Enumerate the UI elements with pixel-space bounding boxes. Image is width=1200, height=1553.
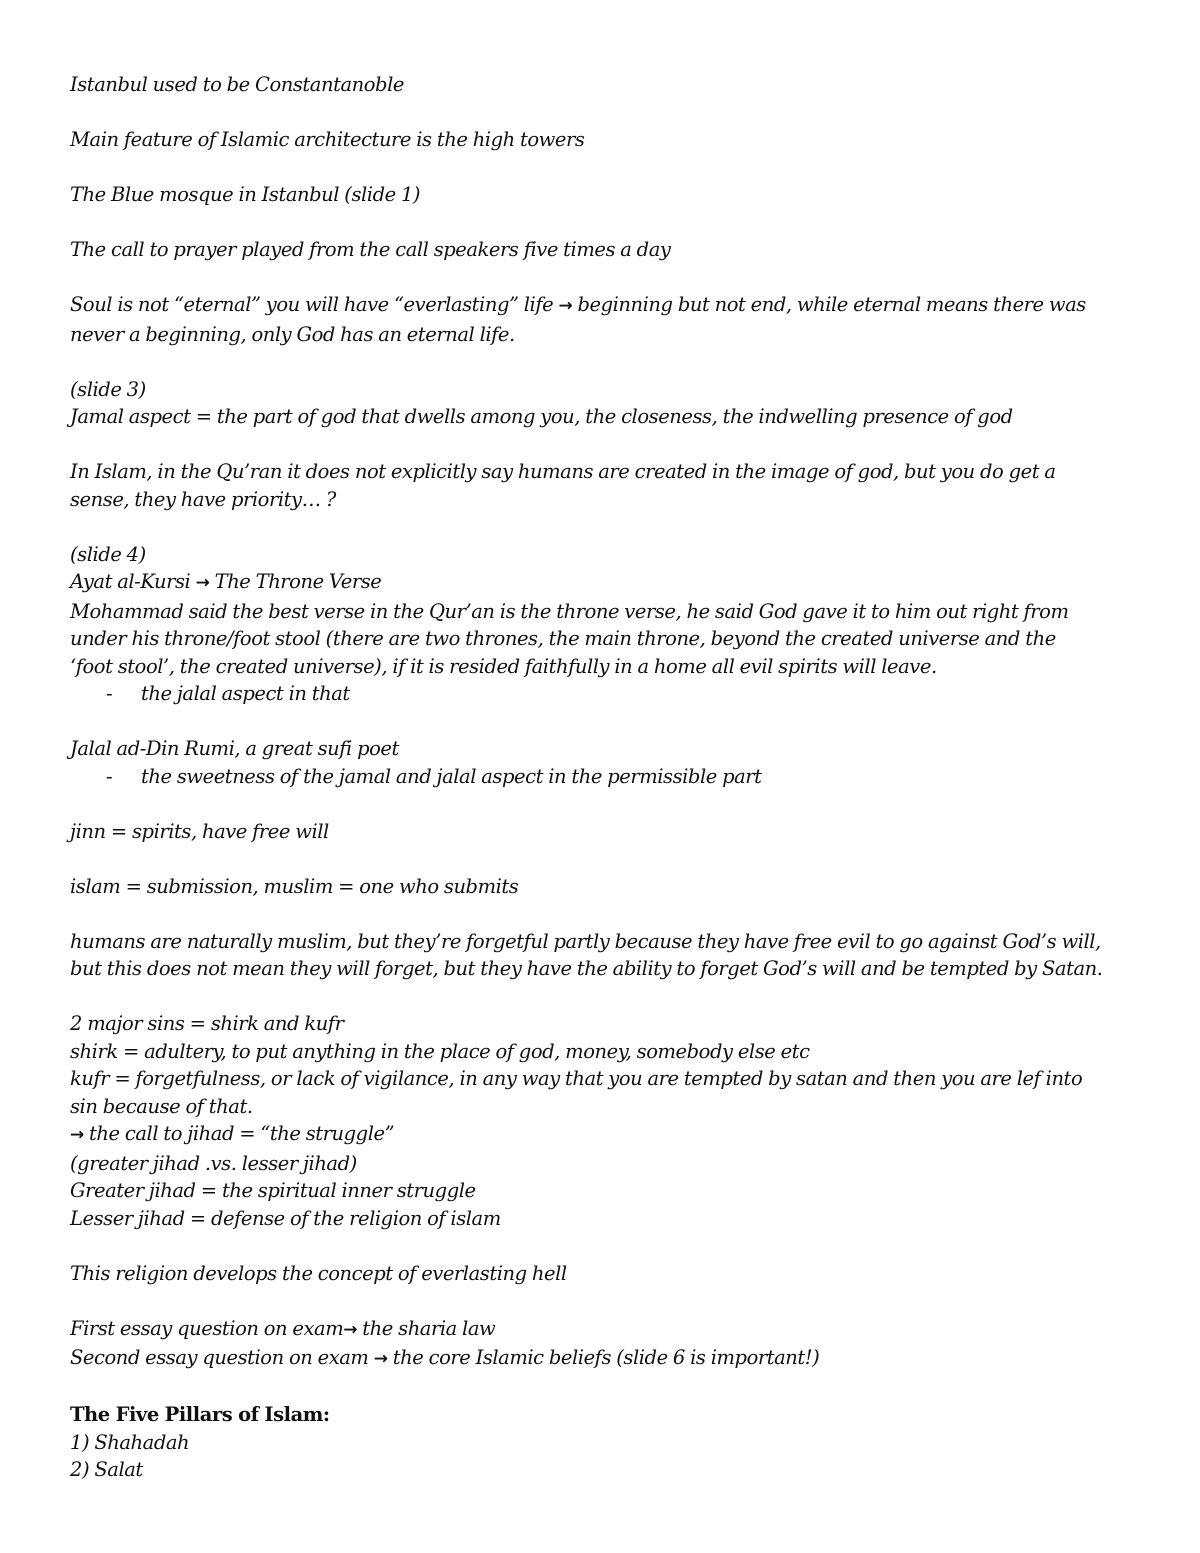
arrow-icon: → [373,1349,388,1369]
text-line: The Blue mosque in Istanbul (slide 1) [70,183,421,206]
text-segment: Ayat al-Kursi [70,570,191,593]
paragraph-blue-mosque [70,181,1145,209]
paragraph-essay-questions [70,1315,1145,1374]
bullet-item [70,680,1145,708]
bullet-text: the sweetness of the jamal and jalal aspect in the permissible part [141,764,762,788]
paragraph-islam-definition [70,873,1145,901]
text-line: shirk = adultery, to put anything in the place of god, money, somebody else etc [70,1039,810,1063]
arrow-icon: → [558,296,573,316]
text-segment: the sharia law [362,1316,496,1340]
list-item: 2) Salat [70,1458,143,1481]
text-line: never a beginning, only God has an eternal life. [70,322,515,346]
text-line: (greater jihad .vs. lesser jihad) [70,1151,357,1175]
dash-bullet-icon: - [106,764,113,788]
text-segment: The Throne Verse [214,570,382,593]
paragraph-humans [70,928,1145,983]
text-line: The call to prayer played from the call speakers five times a day [70,238,671,261]
dash-bullet-icon: - [106,682,113,705]
paragraph-jinn [70,818,1145,846]
text-segment: the call to jihad = “the struggle” [89,1122,395,1145]
text-line [70,568,1145,598]
paragraph-slide-4 [70,541,1145,708]
text-line: Mohammad said the best verse in the Qur’an is the throne verse, he said God gave it to him out right from [70,599,1069,623]
arrow-icon: → [343,1319,358,1340]
bullet-text: the jalal aspect in that [141,682,350,705]
text-segment: Second essay question on exam [70,1346,369,1369]
paragraph-architecture [70,126,1145,154]
text-line: (slide 3) [70,377,146,401]
arrow-icon: → [70,1125,84,1145]
paragraph-hell [70,1260,1145,1288]
text-line: but this does not mean they will forget, but they have the ability to forget God’s will and be tempted by Satan. [70,957,1103,980]
text-line: Jalal ad-Din Rumi, a great sufi poet [70,737,399,760]
paragraph-slide-3 [70,376,1145,431]
text-line: kufr = forgetfulness, or lack of vigilance, in any way that you are tempted by satan and then you are lef into [70,1067,1083,1090]
text-line: (slide 4) [70,542,146,566]
text-segment: the core Islamic beliefs (slide 6 is important!) [392,1346,820,1369]
text-line: Main feature of Islamic architecture is the high towers [70,128,585,151]
text-line: Lesser jihad = defense of the religion of islam [70,1206,501,1230]
paragraph-sins [70,1010,1145,1232]
paragraph-five-pillars [70,1401,1145,1484]
text-line: Istanbul used to be Constantanoble [70,73,404,96]
list-item: 1) Shahadah [70,1430,190,1454]
text-line: This religion develops the concept of everlasting hell [70,1261,567,1285]
paragraph-rumi [70,735,1145,790]
text-line: In Islam, in the Qu’ran it does not explicitly say humans are created in the image of god, but you do get a [70,460,1056,483]
paragraph-istanbul [70,71,1145,99]
paragraph-call-to-prayer [70,236,1145,264]
paragraph-soul [70,291,1145,348]
notes-page [70,71,1145,1511]
text-line [70,291,1145,321]
text-line: 2 major sins = shirk and kufr [70,1012,344,1035]
section-heading: The Five Pillars of Islam: [70,1403,330,1426]
text-line: under his throne/foot stool (there are two thrones, the main throne, beyond the created universe and the [70,627,1056,650]
paragraph-image-of-god [70,458,1145,513]
text-line: jinn = spirits, have free will [70,819,329,843]
text-line [70,1315,1145,1345]
text-line [70,1120,1145,1150]
bullet-item [70,763,1145,791]
text-segment: Soul is not “eternal” you will have “everlasting” life [70,293,554,316]
text-line: islam = submission, muslim = one who submits [70,874,519,898]
text-line: ‘foot stool’, the created universe), if it is resided faithfully in a home all evil spirits will leave. [70,654,937,678]
text-line: sin because of that. [70,1094,253,1118]
arrow-icon: → [195,573,210,593]
text-line: Jamal aspect = the part of god that dwells among you, the closeness, the indwelling presence of god [70,405,1013,428]
text-line: Greater jihad = the spiritual inner struggle [70,1179,476,1202]
text-segment: beginning but not end, while eternal means there was [577,293,1086,316]
text-line: sense, they have priority… ? [70,487,336,511]
text-line [70,1344,1145,1374]
text-line: humans are naturally muslim, but they’re forgetful partly because they have free evil to go against God’s will, [70,929,1101,953]
text-segment: First essay question on exam [70,1316,344,1340]
